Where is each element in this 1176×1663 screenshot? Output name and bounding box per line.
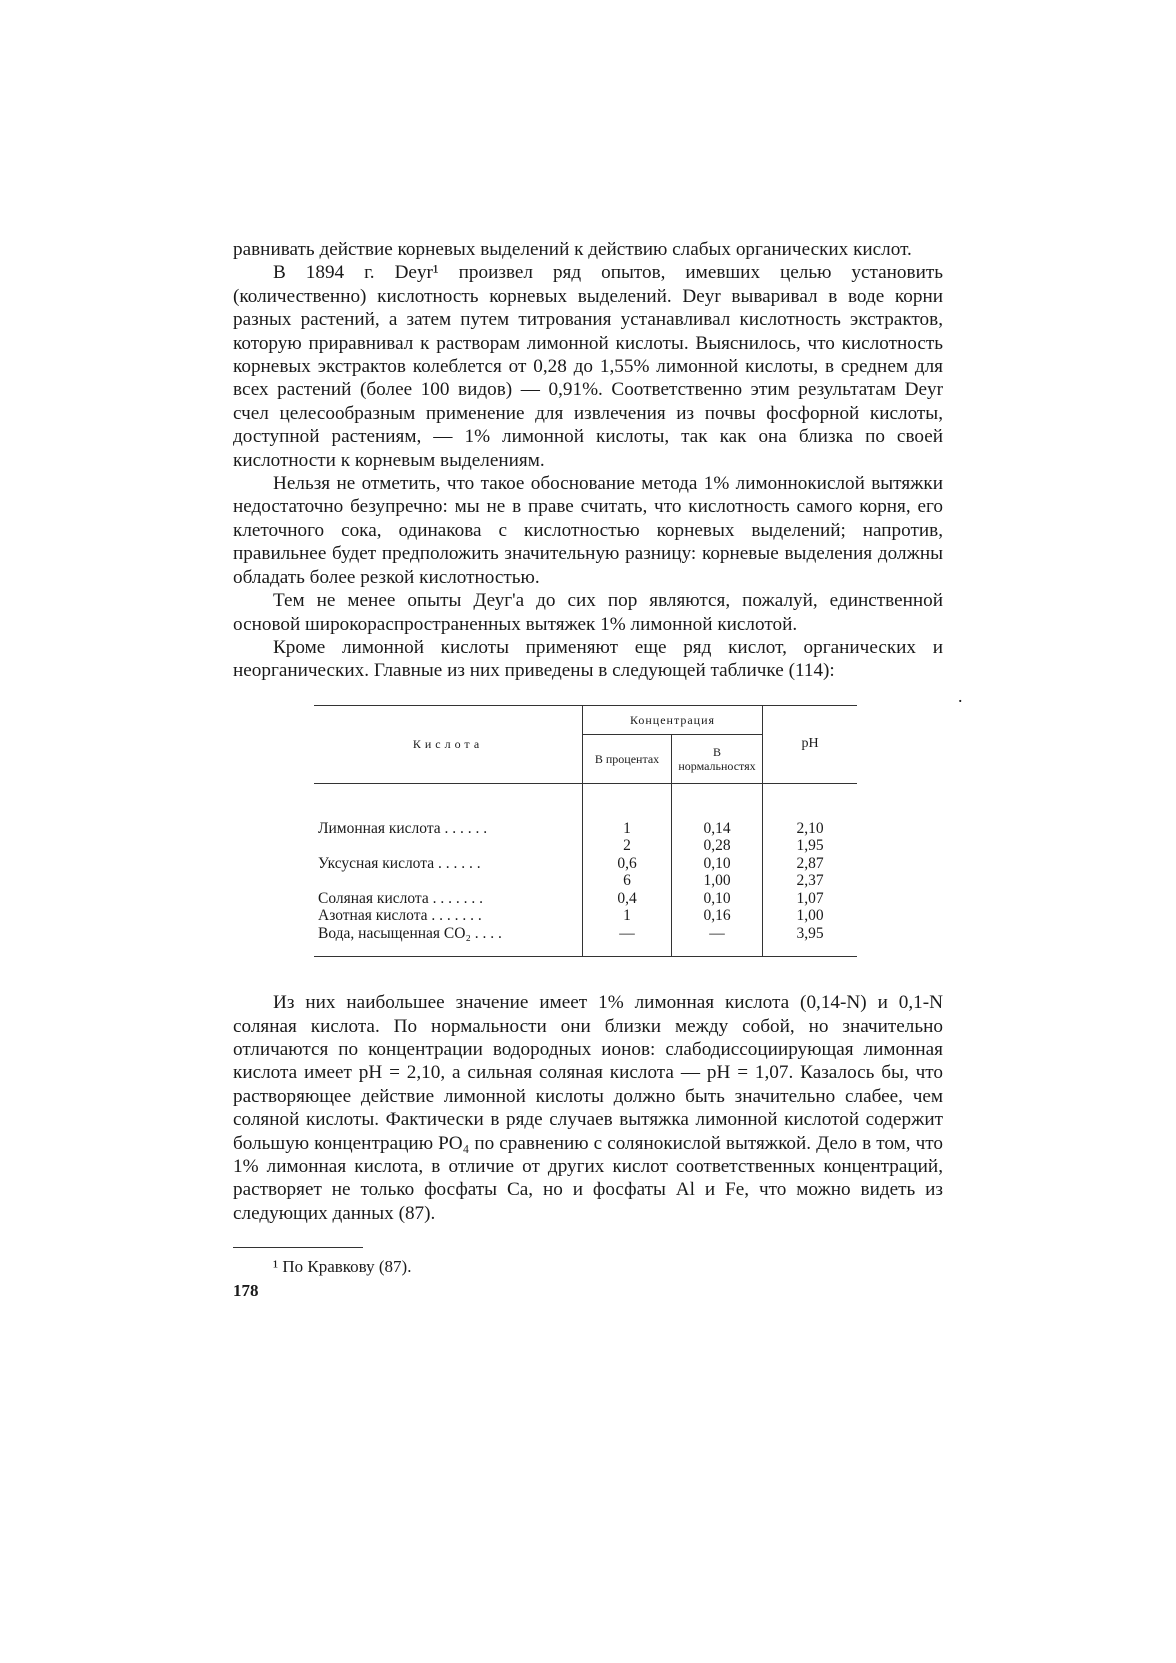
acid-name: Вода, насыщенная CO₂ . . . . [318, 924, 502, 942]
acid-name [314, 872, 583, 890]
normality-cell: 0,14 [672, 820, 763, 838]
table-row [314, 925, 857, 957]
table-row [314, 890, 857, 908]
paragraph-2: В 1894 г. Deyr¹ произвел ряд опытов, имевших целью установить (количественно) кислотность корневых выделений. Deyr вываривал в воде корни разных растений, а затем путем титрования устанавливал кислотность экстрактов, которую приравнивал к растворам лимонной кислоты. Выяснилось, что кислотность корневых экстрактов колеблется от 0,28 до 1,55% лимонной кислоты, в среднем для всех растений (более 100 видов) — 0,91%. Соответственно этим результатам Deyr счел целесообразным применение для извлечения из почвы фосфорной кислоты, доступной растениям, — 1% лимонной кислоты, так как она близка по своей кислотности к корневым выделениям. [233, 262, 943, 471]
normality-cell: 0,10 [672, 855, 763, 873]
ph-cell: 1,95 [763, 837, 858, 855]
acid-table [314, 705, 857, 958]
acid-name: Соляная кислота . . . . . . . [318, 889, 484, 907]
normality-cell: 0,10 [672, 890, 763, 908]
normality-cell: — [672, 925, 763, 957]
header-normality: В нормальностях [672, 734, 763, 783]
acid-name [314, 837, 583, 855]
table-row [314, 855, 857, 873]
footnote-divider [233, 1247, 363, 1248]
header-percent: В процентах [583, 734, 672, 783]
percent-cell: 1 [583, 907, 672, 925]
acid-name: Азотная кислота . . . . . . . [318, 907, 482, 925]
normality-cell: 1,00 [672, 872, 763, 890]
page-content [233, 238, 943, 1302]
ph-cell: 2,37 [763, 872, 858, 890]
ph-cell: 2,87 [763, 855, 858, 873]
percent-cell: 0,4 [583, 890, 672, 908]
paragraph-5: Кроме лимонной кислоты применяют еще ряд кислот, органических и неорганических. Главные из них приведены в следующей табличке (114): [233, 636, 943, 682]
header-acid: Кислота [314, 705, 583, 783]
ph-cell: 1,07 [763, 890, 858, 908]
acid-name: Лимонная кислота . . . . . . [318, 819, 488, 837]
footnote: ¹ По Кравкову (87). [273, 1257, 412, 1277]
table-row [314, 907, 857, 925]
percent-cell: 0,6 [583, 855, 672, 873]
ph-cell: 3,95 [763, 925, 858, 957]
header-concentration: Концентрация [583, 705, 763, 734]
header-ph: pH [763, 705, 858, 783]
percent-cell: 1 [583, 820, 672, 838]
percent-cell: 6 [583, 872, 672, 890]
normality-cell: 0,16 [672, 907, 763, 925]
page-number: 178 [233, 1281, 259, 1301]
paragraph-1: равнивать действие корневых выделений к действию слабых органических кислот. [233, 239, 912, 260]
acid-table-wrapper [314, 705, 857, 958]
paragraph-3: Нельзя не отметить, что такое обоснование метода 1% лимоннокислой вытяжки недостаточно безупречно: мы не в праве считать, что кислотность самого корня, его клеточного сока, одинакова с кислотностью корневых выделений; напротив, правильнее будет предположить значительную разницу: корневые выделения должны обладать более резкой кислотностью. [233, 473, 943, 588]
percent-cell: — [583, 925, 672, 957]
paragraph-4: Тем не менее опыты Деуг'а до сих пор являются, пожалуй, единственной основой широкораспространенных вытяжек 1% лимонной кислотой. [233, 590, 943, 635]
table-row [314, 872, 857, 890]
ph-cell: 2,10 [763, 820, 858, 838]
ph-cell: 1,00 [763, 907, 858, 925]
acid-name: Уксусная кислота . . . . . . [318, 854, 481, 872]
percent-cell: 2 [583, 837, 672, 855]
paragraph-6: Из них наибольшее значение имеет 1% лимонная кислота (0,14-N) и 0,1-N соляная кислота. По нормальности они близки между собой, но значительно отличаются по концентрации водородных ионов: слабодиссоциирующая лимонная кислота имеет pH = 2,10, а сильная соляная кислота — pH = 1,07. Казалось бы, что растворяющее действие лимонной кислоты должно быть значительно слабее, чем соляной кислоты. Фактически в ряде случаев вытяжка лимонной кислотой содержит большую концентрацию PO₄ по сравнению с солянокислой вытяжкой. Дело в том, что 1% лимонная кислота, в отличие от других кислот соответственных концентраций, растворяет не только фосфаты Ca, но и фосфаты Al и Fe, что можно видеть из следующих данных (87). [233, 992, 943, 1224]
table-row [314, 837, 857, 855]
margin-mark: . [958, 686, 963, 706]
table-row [314, 820, 857, 838]
normality-cell: 0,28 [672, 837, 763, 855]
